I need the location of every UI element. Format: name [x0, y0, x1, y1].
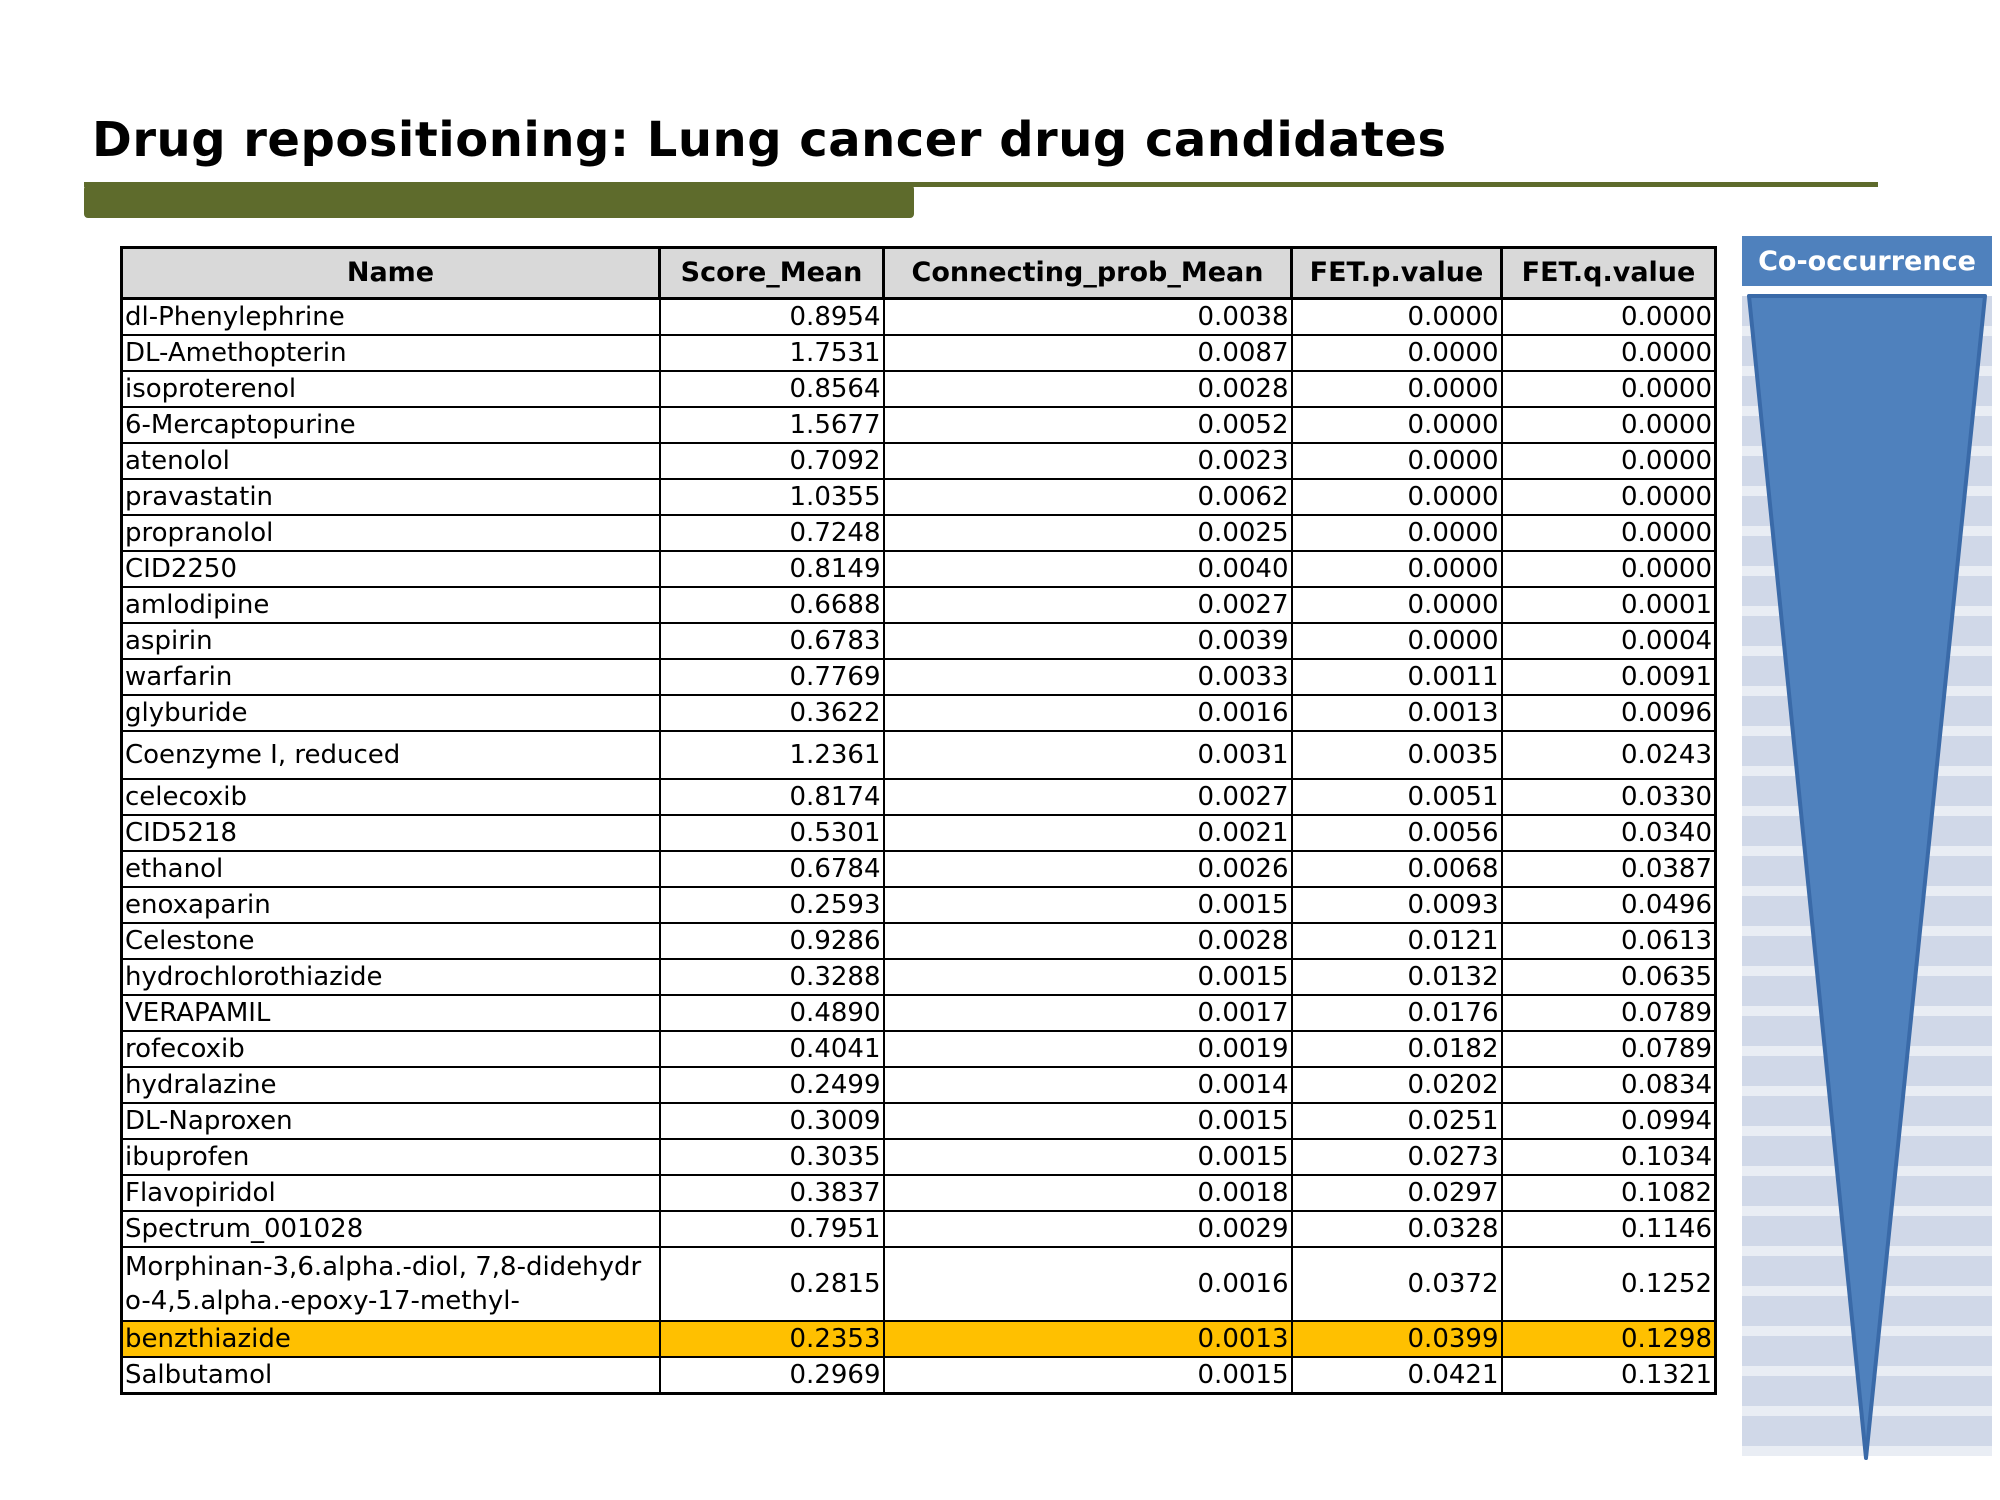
- column-header-name: Name: [122, 248, 660, 299]
- table-row: [122, 407, 1716, 443]
- cell-name: benzthiazide: [122, 1321, 660, 1357]
- cell-fet-p-value: 0.0328: [1292, 1211, 1502, 1247]
- cell-fet-q-value: 0.0000: [1502, 479, 1716, 515]
- cell-connecting-prob-mean: 0.0027: [884, 587, 1292, 623]
- cell-fet-p-value: 0.0051: [1292, 779, 1502, 815]
- cell-connecting-prob-mean: 0.0015: [884, 1357, 1292, 1394]
- cell-fet-q-value: 0.0834: [1502, 1067, 1716, 1103]
- cell-fet-q-value: 0.1082: [1502, 1175, 1716, 1211]
- cell-fet-q-value: 0.0994: [1502, 1103, 1716, 1139]
- cell-name: ethanol: [122, 851, 660, 887]
- cell-fet-q-value: 0.0000: [1502, 551, 1716, 587]
- table-row: [122, 443, 1716, 479]
- cell-connecting-prob-mean: 0.0013: [884, 1321, 1292, 1357]
- table-row: [122, 959, 1716, 995]
- cell-fet-p-value: 0.0297: [1292, 1175, 1502, 1211]
- cell-connecting-prob-mean: 0.0019: [884, 1031, 1292, 1067]
- cell-fet-p-value: 0.0000: [1292, 479, 1502, 515]
- table-row: [122, 1211, 1716, 1247]
- drug-candidates-table: [120, 246, 1717, 1395]
- cell-fet-q-value: 0.0635: [1502, 959, 1716, 995]
- column-header-fet-p-value: FET.p.value: [1292, 248, 1502, 299]
- cell-fet-q-value: 0.0000: [1502, 515, 1716, 551]
- table-row: [122, 479, 1716, 515]
- cell-fet-p-value: 0.0251: [1292, 1103, 1502, 1139]
- cell-score-mean: 0.6784: [660, 851, 884, 887]
- cell-connecting-prob-mean: 0.0052: [884, 407, 1292, 443]
- cell-name: Coenzyme I, reduced: [122, 731, 660, 779]
- co-occurrence-wedge: [1749, 296, 1985, 1458]
- cell-connecting-prob-mean: 0.0026: [884, 851, 1292, 887]
- cell-score-mean: 0.6688: [660, 587, 884, 623]
- cell-connecting-prob-mean: 0.0040: [884, 551, 1292, 587]
- cell-score-mean: 0.7248: [660, 515, 884, 551]
- cell-name: isoproterenol: [122, 371, 660, 407]
- cell-name: Salbutamol: [122, 1357, 660, 1394]
- cell-name: 6-Mercaptopurine: [122, 407, 660, 443]
- table-row: [122, 1139, 1716, 1175]
- cell-name: Spectrum_001028: [122, 1211, 660, 1247]
- table-row: [122, 335, 1716, 371]
- cell-fet-p-value: 0.0000: [1292, 551, 1502, 587]
- cell-connecting-prob-mean: 0.0031: [884, 731, 1292, 779]
- page-title: Drug repositioning: Lung cancer drug candidates: [92, 112, 1447, 168]
- cell-name: amlodipine: [122, 587, 660, 623]
- cell-connecting-prob-mean: 0.0028: [884, 923, 1292, 959]
- cell-score-mean: 0.2353: [660, 1321, 884, 1357]
- cell-name: atenolol: [122, 443, 660, 479]
- table-row: [122, 299, 1716, 336]
- cell-fet-p-value: 0.0399: [1292, 1321, 1502, 1357]
- cell-name: aspirin: [122, 623, 660, 659]
- cell-score-mean: 1.2361: [660, 731, 884, 779]
- cell-score-mean: 0.4890: [660, 995, 884, 1031]
- table-row: [122, 887, 1716, 923]
- cell-fet-p-value: 0.0372: [1292, 1247, 1502, 1321]
- cell-fet-q-value: 0.1034: [1502, 1139, 1716, 1175]
- cell-connecting-prob-mean: 0.0033: [884, 659, 1292, 695]
- cell-score-mean: 0.3009: [660, 1103, 884, 1139]
- cell-name: VERAPAMIL: [122, 995, 660, 1031]
- table-body: [122, 299, 1716, 1394]
- cell-name: CID5218: [122, 815, 660, 851]
- cell-name: dl-Phenylephrine: [122, 299, 660, 336]
- cell-connecting-prob-mean: 0.0015: [884, 1139, 1292, 1175]
- table-row: [122, 1103, 1716, 1139]
- cell-score-mean: 0.3622: [660, 695, 884, 731]
- cell-fet-p-value: 0.0121: [1292, 923, 1502, 959]
- cell-score-mean: 0.2593: [660, 887, 884, 923]
- cell-score-mean: 1.7531: [660, 335, 884, 371]
- cell-fet-q-value: 0.0387: [1502, 851, 1716, 887]
- cell-fet-p-value: 0.0035: [1292, 731, 1502, 779]
- cell-fet-p-value: 0.0068: [1292, 851, 1502, 887]
- cell-connecting-prob-mean: 0.0025: [884, 515, 1292, 551]
- cell-fet-q-value: 0.0000: [1502, 443, 1716, 479]
- column-header-score-mean: Score_Mean: [660, 248, 884, 299]
- table-row: [122, 551, 1716, 587]
- cell-connecting-prob-mean: 0.0027: [884, 779, 1292, 815]
- table-row: [122, 731, 1716, 779]
- table-row: [122, 587, 1716, 623]
- cell-connecting-prob-mean: 0.0014: [884, 1067, 1292, 1103]
- cell-name: DL-Amethopterin: [122, 335, 660, 371]
- cell-fet-q-value: 0.1298: [1502, 1321, 1716, 1357]
- cell-score-mean: 1.5677: [660, 407, 884, 443]
- cell-connecting-prob-mean: 0.0016: [884, 695, 1292, 731]
- cell-fet-q-value: 0.0000: [1502, 407, 1716, 443]
- table-row: [122, 1357, 1716, 1394]
- cell-name: enoxaparin: [122, 887, 660, 923]
- cell-score-mean: 0.4041: [660, 1031, 884, 1067]
- cell-name: hydralazine: [122, 1067, 660, 1103]
- cell-fet-q-value: 0.1146: [1502, 1211, 1716, 1247]
- cell-fet-p-value: 0.0000: [1292, 515, 1502, 551]
- cell-name: hydrochlorothiazide: [122, 959, 660, 995]
- cell-fet-q-value: 0.0789: [1502, 1031, 1716, 1067]
- table-row: [122, 623, 1716, 659]
- table-row: [122, 1321, 1716, 1357]
- cell-connecting-prob-mean: 0.0029: [884, 1211, 1292, 1247]
- cell-fet-p-value: 0.0132: [1292, 959, 1502, 995]
- cell-connecting-prob-mean: 0.0015: [884, 959, 1292, 995]
- cell-connecting-prob-mean: 0.0023: [884, 443, 1292, 479]
- cell-score-mean: 0.2815: [660, 1247, 884, 1321]
- cell-fet-q-value: 0.0243: [1502, 731, 1716, 779]
- cell-fet-q-value: 0.0789: [1502, 995, 1716, 1031]
- co-occurrence-label: Co-occurrence: [1742, 236, 1992, 286]
- cell-fet-q-value: 0.0091: [1502, 659, 1716, 695]
- cell-score-mean: 0.7951: [660, 1211, 884, 1247]
- table-row: [122, 779, 1716, 815]
- cell-fet-p-value: 0.0182: [1292, 1031, 1502, 1067]
- table-row: [122, 1175, 1716, 1211]
- table-header-row: [122, 248, 1716, 299]
- cell-fet-p-value: 0.0013: [1292, 695, 1502, 731]
- cell-score-mean: 0.8174: [660, 779, 884, 815]
- cell-score-mean: 0.7769: [660, 659, 884, 695]
- cell-fet-p-value: 0.0000: [1292, 443, 1502, 479]
- table-row: [122, 1247, 1716, 1321]
- cell-fet-p-value: 0.0176: [1292, 995, 1502, 1031]
- cell-fet-q-value: 0.0330: [1502, 779, 1716, 815]
- cell-name: Morphinan-3,6.alpha.-diol, 7,8-didehydro-4,5.alpha.-epoxy-17-methyl-: [122, 1247, 660, 1321]
- table-row: [122, 1031, 1716, 1067]
- cell-score-mean: 0.5301: [660, 815, 884, 851]
- cell-connecting-prob-mean: 0.0087: [884, 335, 1292, 371]
- cell-score-mean: 0.8564: [660, 371, 884, 407]
- cell-fet-q-value: 0.0096: [1502, 695, 1716, 731]
- cell-connecting-prob-mean: 0.0015: [884, 887, 1292, 923]
- cell-fet-q-value: 0.0496: [1502, 887, 1716, 923]
- cell-fet-q-value: 0.1321: [1502, 1357, 1716, 1394]
- table-row: [122, 659, 1716, 695]
- table-row: [122, 515, 1716, 551]
- cell-fet-q-value: 0.0000: [1502, 371, 1716, 407]
- cell-fet-p-value: 0.0000: [1292, 335, 1502, 371]
- cell-fet-p-value: 0.0273: [1292, 1139, 1502, 1175]
- cell-fet-p-value: 0.0000: [1292, 623, 1502, 659]
- cell-score-mean: 0.6783: [660, 623, 884, 659]
- co-occurrence-triangle: [1742, 292, 1992, 1462]
- cell-fet-q-value: 0.0004: [1502, 623, 1716, 659]
- cell-name: Celestone: [122, 923, 660, 959]
- cell-connecting-prob-mean: 0.0021: [884, 815, 1292, 851]
- cell-fet-q-value: 0.0000: [1502, 299, 1716, 336]
- cell-fet-p-value: 0.0011: [1292, 659, 1502, 695]
- cell-name: Flavopiridol: [122, 1175, 660, 1211]
- cell-score-mean: 0.8954: [660, 299, 884, 336]
- cell-fet-p-value: 0.0056: [1292, 815, 1502, 851]
- cell-fet-p-value: 0.0093: [1292, 887, 1502, 923]
- cell-score-mean: 0.3035: [660, 1139, 884, 1175]
- cell-fet-q-value: 0.0613: [1502, 923, 1716, 959]
- column-header-connecting-prob-mean: Connecting_prob_Mean: [884, 248, 1292, 299]
- table-row: [122, 851, 1716, 887]
- cell-score-mean: 0.3288: [660, 959, 884, 995]
- cell-connecting-prob-mean: 0.0039: [884, 623, 1292, 659]
- table-row: [122, 995, 1716, 1031]
- cell-name: celecoxib: [122, 779, 660, 815]
- cell-fet-p-value: 0.0202: [1292, 1067, 1502, 1103]
- table-row: [122, 815, 1716, 851]
- cell-name: ibuprofen: [122, 1139, 660, 1175]
- table-row: [122, 695, 1716, 731]
- cell-name: glyburide: [122, 695, 660, 731]
- table-row: [122, 923, 1716, 959]
- cell-name: CID2250: [122, 551, 660, 587]
- title-accent-bar: [84, 185, 914, 218]
- cell-fet-q-value: 0.0001: [1502, 587, 1716, 623]
- cell-fet-q-value: 0.1252: [1502, 1247, 1716, 1321]
- cell-score-mean: 0.8149: [660, 551, 884, 587]
- cell-connecting-prob-mean: 0.0017: [884, 995, 1292, 1031]
- cell-score-mean: 0.9286: [660, 923, 884, 959]
- cell-score-mean: 0.7092: [660, 443, 884, 479]
- cell-fet-q-value: 0.0000: [1502, 335, 1716, 371]
- cell-name: propranolol: [122, 515, 660, 551]
- cell-fet-p-value: 0.0000: [1292, 587, 1502, 623]
- cell-score-mean: 1.0355: [660, 479, 884, 515]
- table-row: [122, 371, 1716, 407]
- cell-fet-p-value: 0.0421: [1292, 1357, 1502, 1394]
- cell-name: warfarin: [122, 659, 660, 695]
- cell-fet-p-value: 0.0000: [1292, 299, 1502, 336]
- cell-connecting-prob-mean: 0.0016: [884, 1247, 1292, 1321]
- cell-fet-q-value: 0.0340: [1502, 815, 1716, 851]
- cell-name: pravastatin: [122, 479, 660, 515]
- cell-connecting-prob-mean: 0.0028: [884, 371, 1292, 407]
- cell-connecting-prob-mean: 0.0038: [884, 299, 1292, 336]
- column-header-fet-q-value: FET.q.value: [1502, 248, 1716, 299]
- cell-fet-p-value: 0.0000: [1292, 407, 1502, 443]
- cell-score-mean: 0.2499: [660, 1067, 884, 1103]
- cell-score-mean: 0.2969: [660, 1357, 884, 1394]
- cell-connecting-prob-mean: 0.0062: [884, 479, 1292, 515]
- cell-name: rofecoxib: [122, 1031, 660, 1067]
- table-row: [122, 1067, 1716, 1103]
- cell-name: DL-Naproxen: [122, 1103, 660, 1139]
- cell-score-mean: 0.3837: [660, 1175, 884, 1211]
- cell-connecting-prob-mean: 0.0018: [884, 1175, 1292, 1211]
- cell-fet-p-value: 0.0000: [1292, 371, 1502, 407]
- cell-connecting-prob-mean: 0.0015: [884, 1103, 1292, 1139]
